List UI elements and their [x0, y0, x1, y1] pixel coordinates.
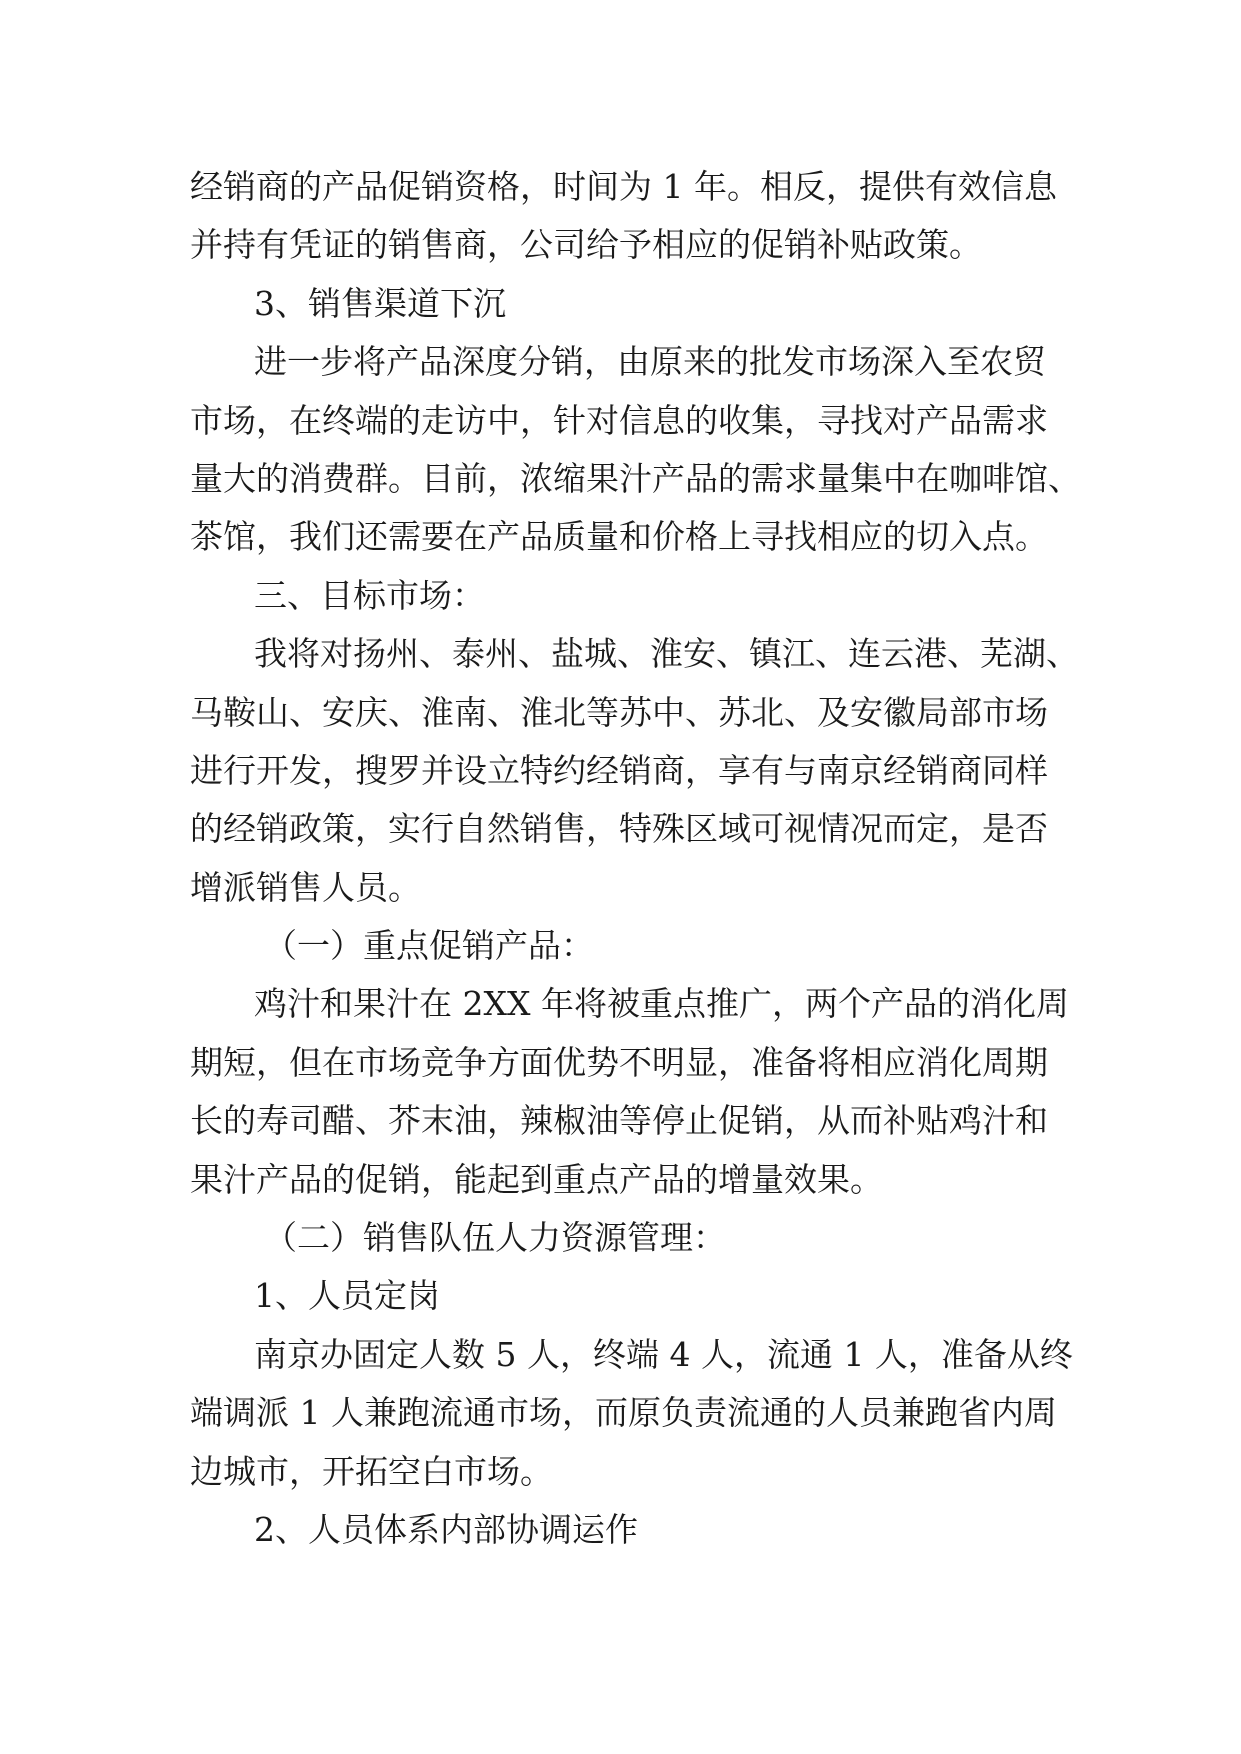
- paragraph-line: 量大的消费群。目前，浓缩果汁产品的需求量集中在咖啡馆、: [190, 458, 1081, 498]
- paragraph-line: 茶馆，我们还需要在产品质量和价格上寻找相应的切入点。: [190, 517, 1048, 557]
- paragraph-line: 进一步将产品深度分销，由原来的批发市场深入至农贸: [254, 342, 1046, 382]
- section-heading: （二）销售队伍人力资源管理：: [264, 1218, 726, 1258]
- document-body: [190, 158, 1081, 1559]
- paragraph-line: 进行开发，搜罗并设立特约经销商，享有与南京经销商同样: [190, 750, 1048, 790]
- paragraph-line: 长的寿司醋、芥末油，辣椒油等停止促销，从而补贴鸡汁和: [190, 1101, 1048, 1141]
- paragraph-line: 的经销政策，实行自然销售，特殊区域可视情况而定，是否: [190, 809, 1048, 849]
- paragraph-line: 并持有凭证的销售商，公司给予相应的促销补贴政策。: [190, 225, 982, 265]
- section-heading: 三、目标市场：: [254, 575, 485, 615]
- paragraph-line: 经销商的产品促销资格，时间为 1 年。相反，提供有效信息: [190, 167, 1057, 206]
- paragraph-line: 边城市，开拓空白市场。: [190, 1451, 553, 1491]
- paragraph-line: 果汁产品的促销，能起到重点产品的增量效果。: [190, 1159, 883, 1199]
- paragraph-line: 增派销售人员。: [190, 867, 421, 907]
- paragraph-line: 鸡汁和果汁在 2XX 年将被重点推广，两个产品的消化周: [254, 984, 1069, 1024]
- paragraph-line: 期短，但在市场竞争方面优势不明显，准备将相应消化周期: [190, 1042, 1048, 1082]
- section-heading: （一）重点促销产品：: [264, 926, 594, 966]
- paragraph-line: 南京办固定人数 5 人，终端 4 人，流通 1 人，准备从终: [254, 1334, 1073, 1374]
- section-heading: 2、人员体系内部协调运作: [254, 1509, 638, 1549]
- paragraph-line: 我将对扬州、泰州、盐城、淮安、镇江、连云港、芜湖、: [254, 634, 1079, 674]
- paragraph-line: 端调派 1 人兼跑流通市场，而原负责流通的人员兼跑省内周: [190, 1393, 1057, 1433]
- section-heading: 3、销售渠道下沉: [254, 283, 506, 323]
- paragraph-line: 市场，在终端的走访中，针对信息的收集，寻找对产品需求: [190, 400, 1048, 440]
- section-heading: 1、人员定岗: [254, 1276, 440, 1316]
- paragraph-line: 马鞍山、安庆、淮南、淮北等苏中、苏北、及安徽局部市场: [190, 692, 1048, 732]
